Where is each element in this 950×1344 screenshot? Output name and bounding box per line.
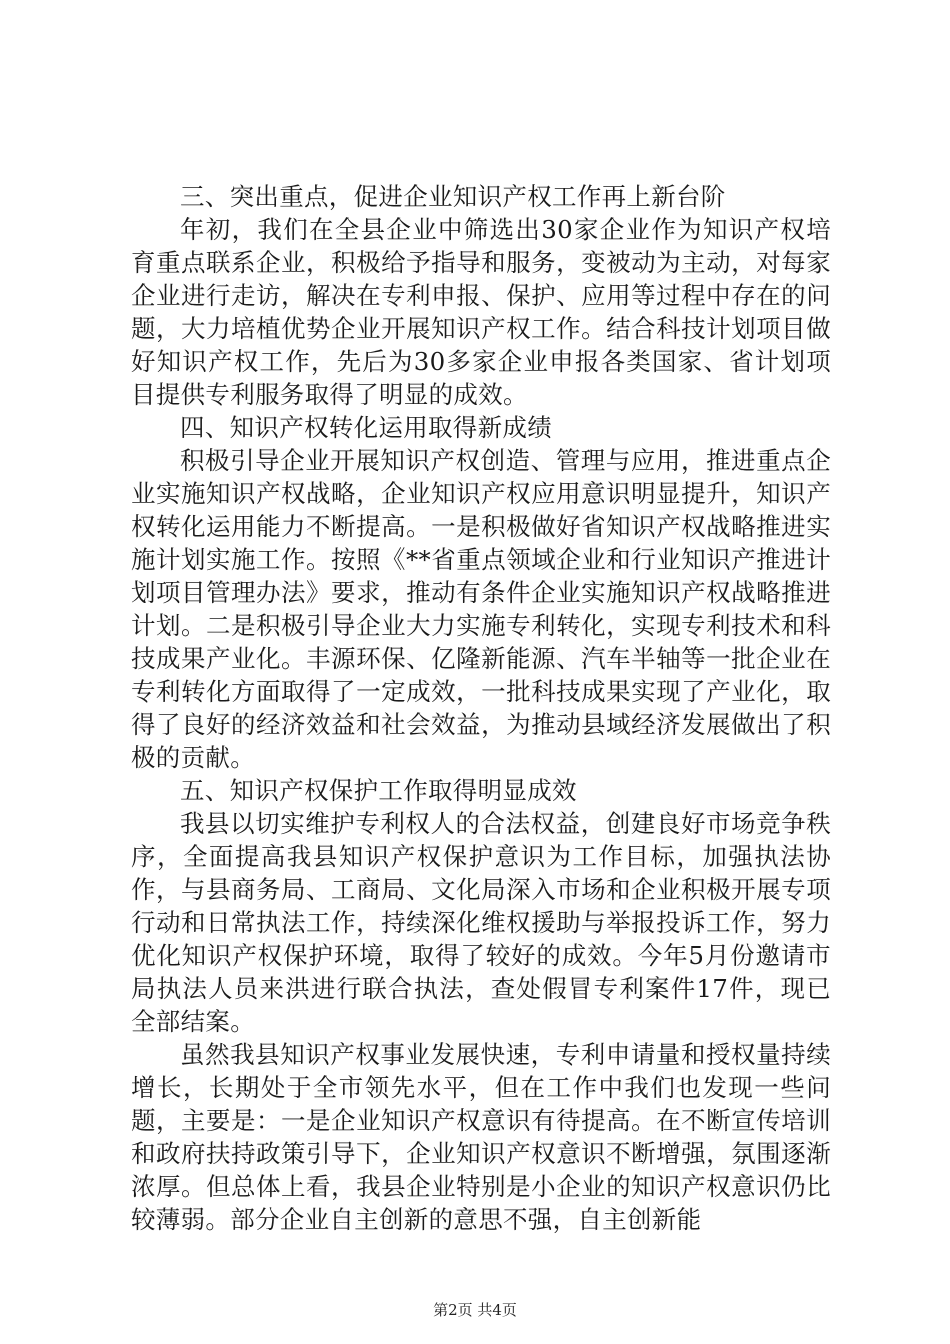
section-paragraph-5: 我县以切实维护专利权人的合法权益，创建良好市场竞争秩序，全面提高我县知识产权保护意识为工作目标，加强执法协作，与县商务局、工商局、文化局深入市场和企业积极开展专项行动和日常执法工作，持续深化维权援助与举报投诉工作，努力优化知识产权保护环境，取得了较好的成效。今年5月份邀请市局执法人员来洪进行联合执法，查处假冒专利案件17件，现已全部结案。 bbox=[131, 809, 831, 1036]
page-footer: 第2页 共4页 bbox=[433, 1301, 517, 1319]
section-heading-4: 四、知识产权转化运用取得新成绩 bbox=[180, 413, 552, 442]
section-heading-5: 五、知识产权保护工作取得明显成效 bbox=[180, 776, 577, 805]
problems-paragraph: 虽然我县知识产权事业发展快速，专利申请量和授权量持续增长，长期处于全市领先水平，但在工作中我们也发现一些问题，主要是：一是企业知识产权意识有待提高。在不断宣传培训和政府扶持政策引导下，企业知识产权意识不断增强，氛围逐渐浓厚。但总体上看，我县企业特别是小企业的知识产权意识仍比较薄弱。部分企业自主创新的意思不强，自主创新能 bbox=[131, 1040, 831, 1234]
section-heading-3: 三、突出重点，促进企业知识产权工作再上新台阶 bbox=[180, 182, 726, 211]
document-body bbox=[131, 180, 831, 1236]
section-paragraph-4: 积极引导企业开展知识产权创造、管理与应用，推进重点企业实施知识产权战略，企业知识产权应用意识明显提升，知识产权转化运用能力不断提高。一是积极做好省知识产权战略推进实施计划实施工作。按照《**省重点领域企业和行业知识产推进计划项目管理办法》要求，推动有条件企业实施知识产权战略推进计划。二是积极引导企业大力实施专利转化，实现专利技术和科技成果产业化。丰源环保、亿隆新能源、汽车半轴等一批企业在专利转化方面取得了一定成效，一批科技成果实现了产业化，取得了良好的经济效益和社会效益，为推动县域经济发展做出了积极的贡献。 bbox=[131, 446, 831, 772]
section-paragraph-3: 年初，我们在全县企业中筛选出30家企业作为知识产权培育重点联系企业，积极给予指导和服务，变被动为主动，对每家企业进行走访，解决在专利申报、保护、应用等过程中存在的问题，大力培植优势企业开展知识产权工作。结合科技计划项目做好知识产权工作，先后为30多家企业申报各类国家、省计划项目提供专利服务取得了明显的成效。 bbox=[131, 215, 831, 409]
